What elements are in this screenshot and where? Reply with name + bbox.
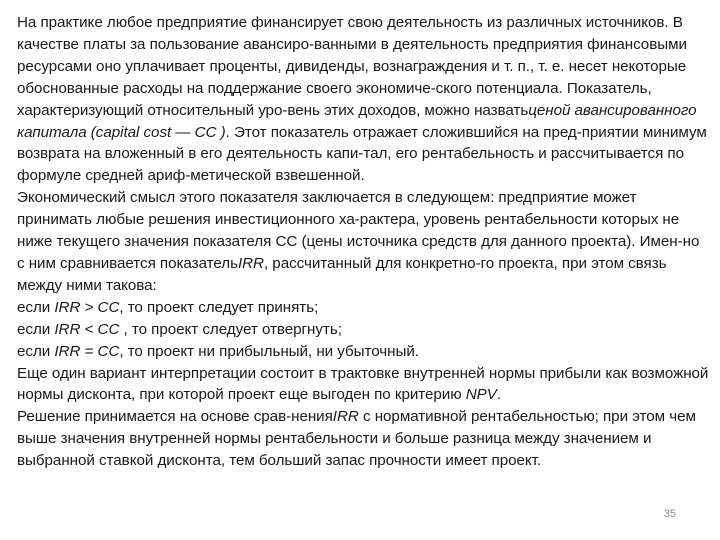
term-capital-cost: ценой авансированного капитала (capital cost — CC ) (17, 101, 697, 141)
rule-line-accept (17, 297, 710, 319)
paragraph-text: с нормативной рентабельностью; при этом чем выше значения внутренней нормы рентабельности и больше разница между значением и выбранной ставкой дисконта, тем больший запас прочности имеет проект. (17, 408, 696, 470)
page-number: 35 (663, 508, 676, 520)
rule-prefix: если (17, 298, 55, 316)
rule-formula: IRR > CC (54, 298, 120, 316)
rule-suffix: , то проект следует принять; (119, 298, 319, 316)
paragraph-text: . (496, 386, 501, 404)
paragraph-capital-cost (17, 12, 710, 187)
paragraph-interpretation (17, 363, 710, 407)
paragraph-economic-meaning (17, 187, 710, 297)
rule-line-reject (17, 319, 710, 341)
paragraph-text: . Этот показатель отражает сложившийся на пред-приятии минимум возврата на вложенный в его деятельность капи-тал, его рентабельность и рассчитывается по формуле средней ариф-метической взвешенной. (17, 123, 707, 185)
term-irr: IRR (237, 254, 264, 272)
rule-prefix: если (17, 320, 55, 338)
rule-formula: IRR < CC (54, 320, 120, 338)
rule-suffix: , то проект ни прибыльный, ни убыточный. (119, 342, 419, 360)
rule-prefix: если (17, 342, 55, 360)
paragraph-text: , рассчитанный для конкретно-го проекта, при этом связь между ними такова: (17, 254, 667, 294)
paragraph-text: Решение принимается на основе срав-нения (17, 408, 333, 426)
rule-formula: IRR = CC (54, 342, 120, 360)
rule-suffix: , то проект следует отвергнуть; (119, 320, 342, 338)
term-irr: IRR (332, 408, 359, 426)
paragraph-text: Экономический смысл этого показателя заключается в следующем: предприятие может принимать любые решения инвестиционного ха-рактера, уровень рентабельности которых не ниже текущего значения показателя СС (цены источника средств для данного проекта). Имен-но с ним сравнивается показатель (17, 189, 700, 272)
paragraph-text: Еще один вариант интерпретации состоит в трактовке внутренней нормы прибыли как возможной нормы дисконта, при которой проект еще выгоден по критерию (17, 364, 709, 404)
term-npv: NPV (465, 386, 497, 404)
rule-line-neutral (17, 341, 710, 363)
paragraph-decision (17, 406, 710, 472)
paragraph-text: На практике любое предприятие финансирует свою деятельность из различных источников. В качестве платы за пользование авансиро-ванными в деятельность предприятия финансовыми ресурсами оно уплачивает проценты, дивиденды, вознаграждения и т. п., т. е. несет некоторые обоснованные расходы на поддержание своего экономиче-ского потенциала. Показатель, характеризующий относительный уро-вень этих доходов, можно назвать (17, 14, 687, 119)
